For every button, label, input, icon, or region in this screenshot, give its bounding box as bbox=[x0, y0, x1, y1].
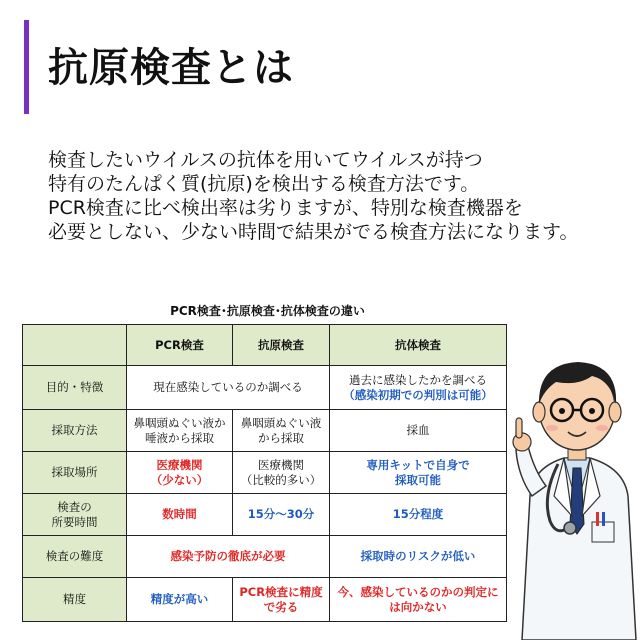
cell-line: 採取可能 bbox=[395, 472, 441, 487]
row-label-location: 採取場所 bbox=[23, 452, 127, 494]
cell-line: （比較的多い） bbox=[240, 472, 322, 487]
header-antibody: 抗体検査 bbox=[330, 325, 507, 366]
cell-line: 専用キットで自身で bbox=[366, 457, 470, 472]
cell-line: PCR検査に精度 bbox=[239, 584, 323, 599]
cell-accuracy-antibody bbox=[330, 578, 507, 622]
cell-method-antibody: 採血 bbox=[330, 410, 507, 452]
header-corner bbox=[23, 325, 127, 366]
cell-method-pcr bbox=[127, 410, 233, 452]
intro-line: PCR検査に比べ検出率は劣りますが、特別な検査機器を bbox=[48, 197, 523, 219]
header-pcr: PCR検査 bbox=[127, 325, 233, 366]
cell-line: 所要時間 bbox=[51, 514, 98, 529]
cell-line: 唾液から採取 bbox=[145, 430, 214, 445]
row-label-difficulty: 検査の難度 bbox=[23, 536, 127, 578]
table-header-row bbox=[23, 325, 507, 366]
cell-line: （少ない） bbox=[150, 472, 209, 487]
table-row bbox=[23, 494, 507, 536]
cell-line: 今、感染しているのかの判定に bbox=[337, 584, 499, 599]
cell-line: は向かない bbox=[389, 599, 447, 614]
cell-line: 医療機関 bbox=[258, 457, 304, 472]
table-row bbox=[23, 452, 507, 494]
header-antigen: 抗原検査 bbox=[233, 325, 330, 366]
cell-line: で劣る bbox=[263, 599, 299, 614]
comparison-table bbox=[22, 324, 507, 622]
row-label-purpose: 目的・特徴 bbox=[23, 366, 127, 410]
cell-line: 鼻咽頭ぬぐい液か bbox=[133, 415, 226, 430]
row-label-duration bbox=[23, 494, 127, 536]
cell-difficulty-antibody: 採取時のリスクが低い bbox=[330, 536, 507, 578]
cell-purpose-antibody bbox=[330, 366, 507, 410]
cell-line: 鼻咽頭ぬぐい液 bbox=[240, 415, 322, 430]
cell-line: 検査の bbox=[57, 499, 92, 514]
row-label-method: 採取方法 bbox=[23, 410, 127, 452]
cell-accuracy-antigen bbox=[233, 578, 330, 622]
cell-purpose-pcr-antigen: 現在感染しているのか調べる bbox=[127, 366, 330, 410]
cell-line: （感染初期での判別は可能） bbox=[343, 387, 493, 402]
cell-duration-antigen: 15分～30分 bbox=[233, 494, 330, 536]
cell-location-antibody bbox=[330, 452, 507, 494]
cell-duration-pcr: 数時間 bbox=[127, 494, 233, 536]
page-title: 抗原検査とは bbox=[48, 45, 294, 91]
cell-difficulty-pcr-antigen: 感染予防の徹底が必要 bbox=[127, 536, 330, 578]
table-row bbox=[23, 578, 507, 622]
row-label-accuracy: 精度 bbox=[23, 578, 127, 622]
table-row bbox=[23, 366, 507, 410]
table-caption: PCR検査･抗原検査･抗体検査の違い bbox=[170, 304, 365, 318]
cell-method-antigen bbox=[233, 410, 330, 452]
table-row bbox=[23, 410, 507, 452]
intro-line: 検査したいウイルスの抗体を用いてウイルスが持つ bbox=[48, 149, 483, 171]
cell-line: 医療機関 bbox=[156, 457, 203, 472]
intro-line: 必要としない、少ない時間で結果がでる検査方法になります。 bbox=[48, 221, 579, 243]
intro-text bbox=[48, 148, 628, 244]
intro-line: 特有のたんぱく質(抗原)を検出する検査方法です。 bbox=[48, 173, 480, 195]
cell-duration-antibody: 15分程度 bbox=[330, 494, 507, 536]
title-accent-bar bbox=[24, 20, 29, 114]
doctor-illustration bbox=[512, 346, 640, 640]
table-row bbox=[23, 536, 507, 578]
cell-location-pcr bbox=[127, 452, 233, 494]
cell-accuracy-pcr: 精度が高い bbox=[127, 578, 233, 622]
cell-line: から採取 bbox=[258, 430, 304, 445]
cell-location-antigen bbox=[233, 452, 330, 494]
cell-line: 過去に感染したかを調べる bbox=[349, 372, 487, 387]
